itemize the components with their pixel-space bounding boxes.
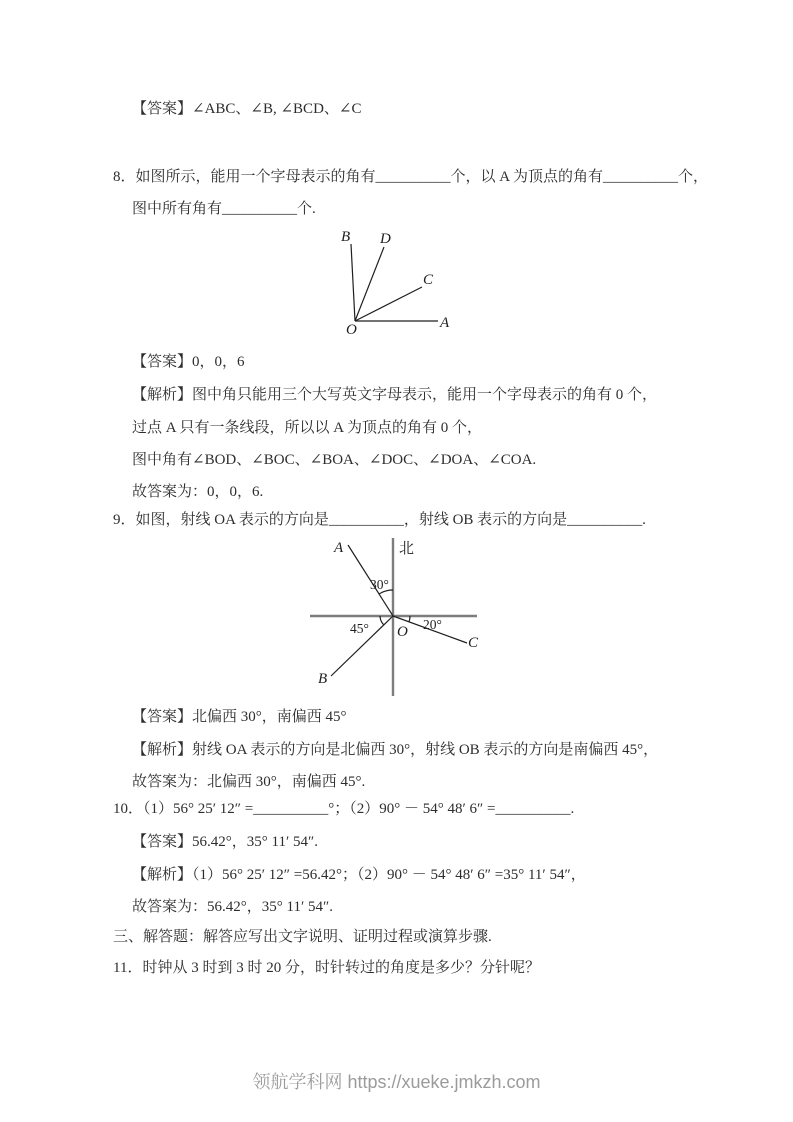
q10-stem-line: 10．（1）56° 25′ 12″ =__________°；（2）90° － 54° 48′ 6″ =__________.: [113, 801, 575, 817]
q8-analysis-line1: 【解析】图中角只能用三个大写英文字母表示，能用一个字母表示的角有 0 个，: [132, 387, 658, 403]
q10-analysis-line1: 【解析】（1）56° 25′ 12″ =56.42°；（2）90° － 54° 48′ 6″ =35° 11′ 54″，: [132, 867, 586, 883]
ray-od-q8: [355, 247, 384, 321]
q11-stem-line: 11．时钟从 3 时到 3 时 20 分，时针转过的角度是多少？分针呢？: [113, 960, 540, 976]
q8-answer-line: 【答案】0，0，6: [132, 354, 245, 370]
point-label-d: D: [380, 231, 391, 247]
point-label-b: B: [318, 671, 328, 687]
arc-45-deg: [380, 616, 384, 625]
angle-label-30: 30°: [370, 577, 389, 592]
ray-ob-q8: [351, 244, 355, 321]
q10-analysis-line2: 故答案为：56.42°，35° 11′ 54″.: [132, 899, 333, 915]
q9-direction-figure: [300, 533, 500, 699]
point-label-o: O: [346, 322, 357, 338]
point-label-c: C: [468, 635, 479, 651]
q8-analysis-line4: 故答案为：0，0，6.: [132, 484, 264, 500]
north-label: 北: [399, 541, 415, 557]
q8-analysis-line3: 图中角有∠BOD、∠BOC、∠BOA、∠DOC、∠DOA、∠COA.: [132, 452, 537, 468]
q9-answer-line: 【答案】北偏西 30°，南偏西 45°: [132, 709, 347, 725]
q8-stem-line1: 8．如图所示，能用一个字母表示的角有__________个，以 A 为顶点的角有__________个，: [113, 169, 709, 185]
point-label-a: A: [440, 315, 450, 331]
q8-analysis-line2: 过点 A 只有一条线段，所以以 A 为顶点的角有 0 个，: [132, 420, 483, 436]
ray-oc-q8: [355, 287, 422, 321]
point-label-o: O: [397, 624, 408, 640]
angle-label-20: 20°: [423, 617, 442, 632]
point-label-c: C: [423, 272, 434, 288]
q9-stem-line: 9．如图，射线 OA 表示的方向是__________，射线 OB 表示的方向是__________.: [113, 512, 646, 528]
site-footer: 领航学科网 https://xueke.jmkzh.com: [252, 1072, 541, 1092]
section3-heading: 三、解答题：解答应写出文字说明、证明过程或演算步骤.: [113, 929, 492, 945]
q9-analysis-line2: 故答案为：北偏西 30°，南偏西 45°.: [132, 774, 366, 790]
angle-label-45: 45°: [350, 621, 369, 636]
q8-stem-line2: 图中所有角有__________个.: [132, 201, 316, 217]
q10-answer-line: 【答案】56.42°，35° 11′ 54″.: [132, 834, 318, 850]
q7-answer-line: 【答案】∠ABC、∠B, ∠BCD、∠C: [132, 101, 362, 117]
q9-analysis-line1: 【解析】射线 OA 表示的方向是北偏西 30°，射线 OB 表示的方向是南偏西 45°，: [132, 742, 659, 758]
point-label-b: B: [341, 229, 351, 245]
q8-angle-figure: [328, 222, 473, 344]
point-label-a: A: [334, 540, 344, 556]
